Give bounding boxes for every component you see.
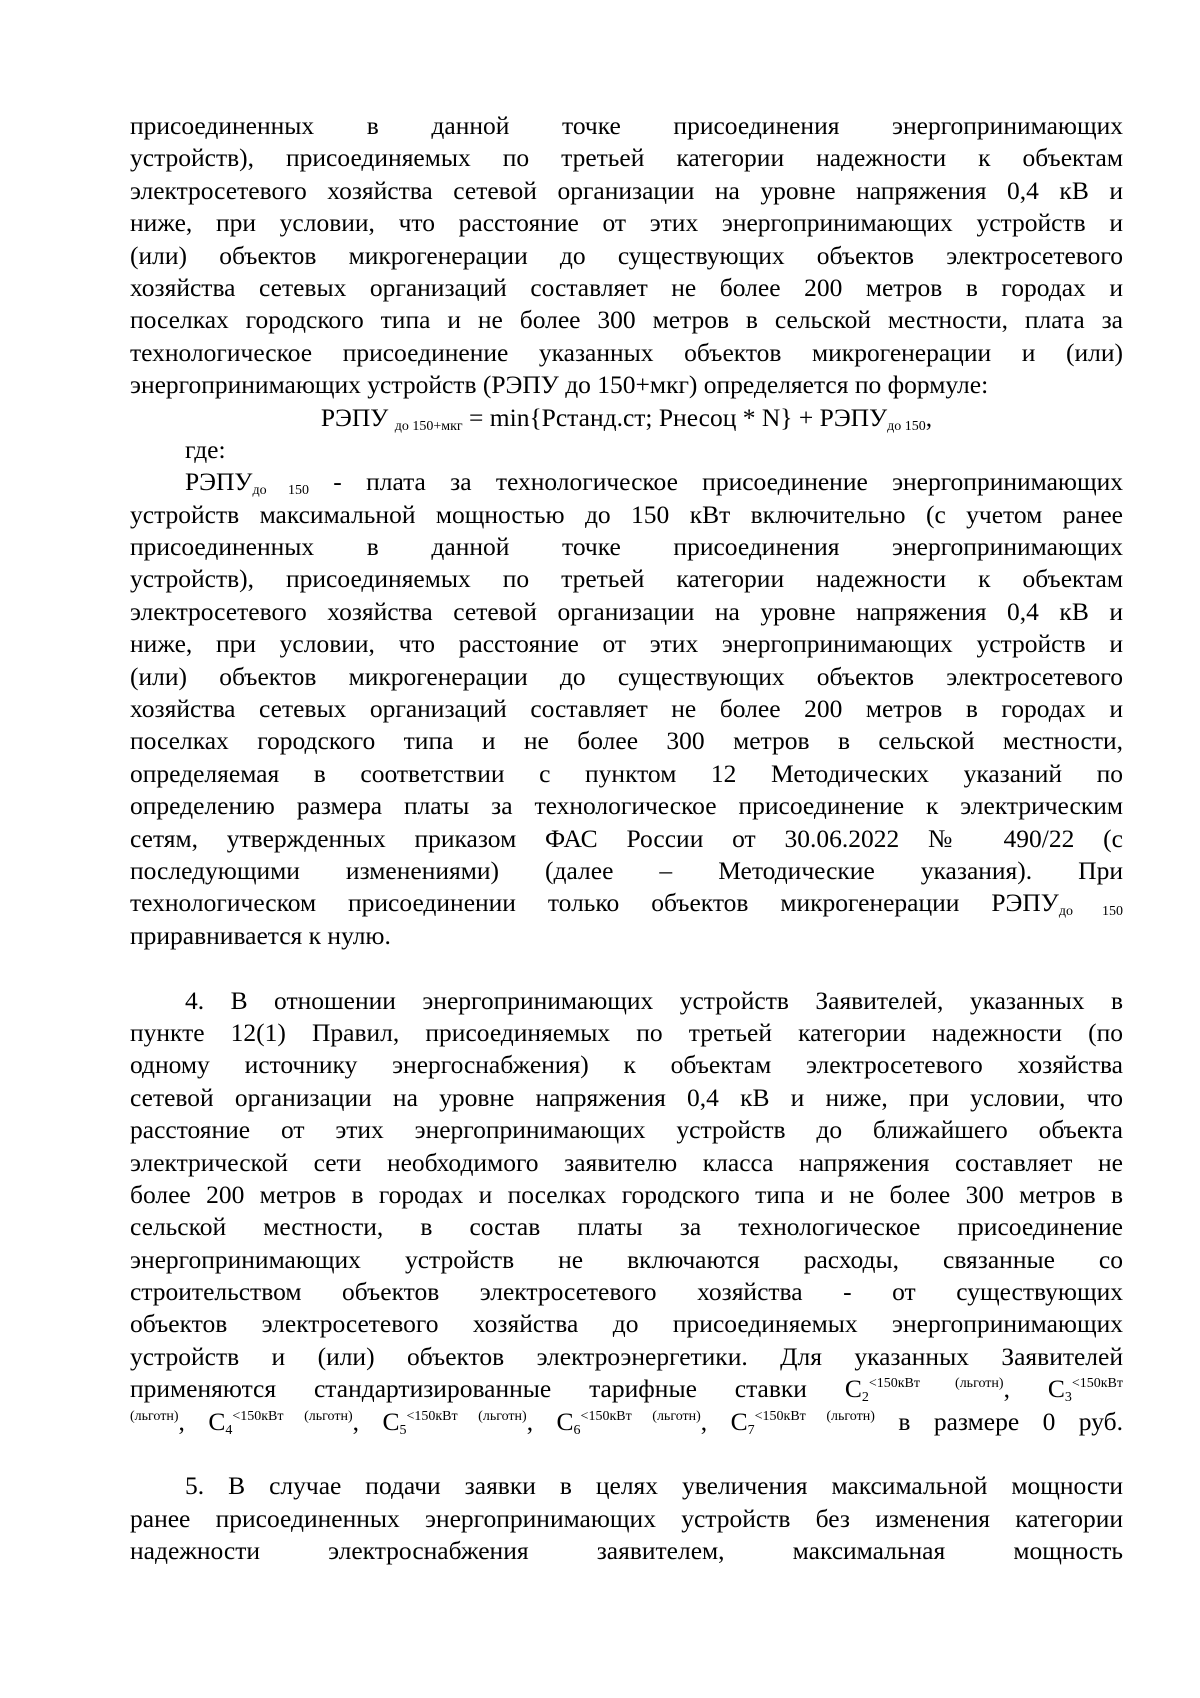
- text-run: , С: [178, 1406, 226, 1436]
- rate-c5-subscript: 5: [399, 1422, 407, 1438]
- text-line: устройств максимальной мощностью до 150 кВт включительно (с учетом ранее: [130, 499, 1123, 529]
- text-line: ниже, при условии, что расстояние от этих энергопринимающих устройств и: [130, 208, 1123, 238]
- rate-c3-subscript: 3: [1064, 1390, 1072, 1406]
- text-line: электросетевого хозяйства сетевой организации на уровне напряжения 0,4 кВ и: [130, 596, 1123, 626]
- text-line: расстояние от этих энергопринимающих устройств до ближайшего объекта: [130, 1115, 1123, 1145]
- tariff-rates-line: [130, 1373, 1123, 1405]
- paragraph-gap: [130, 952, 1123, 984]
- text-line: надежности электроснабжения заявителем, максимальная мощность: [130, 1536, 1123, 1566]
- text-run: применяются стандартизированные тарифные ставки С: [130, 1374, 862, 1404]
- text-line: сетевой организации на уровне напряжения 0,4 кВ и ниже, при условии, что: [130, 1082, 1123, 1112]
- text-line: электрической сети необходимого заявителю класса напряжения составляет не: [130, 1147, 1123, 1177]
- text-line: одному источнику энергоснабжения) к объектам электросетевого хозяйства: [130, 1050, 1123, 1080]
- formula-lhs-subscript: до 150+мкг: [394, 418, 463, 434]
- text-line: устройств), присоединяемых по третьей категории надежности к объектам: [130, 564, 1123, 594]
- definition-text: - плата за технологическое присоединение энергопринимающих: [309, 467, 1123, 497]
- rate-c2-subscript: 2: [861, 1390, 869, 1406]
- text-run: , С: [1003, 1374, 1065, 1404]
- text-run: , С: [700, 1406, 748, 1436]
- paragraph-gap: [130, 1438, 1123, 1470]
- text-line: электросетевого хозяйства сетевой организации на уровне напряжения 0,4 кВ и: [130, 175, 1123, 205]
- text-line: поселках городского типа и не более 300 метров в сельской местности, плата за: [130, 305, 1123, 335]
- rate-c3-superscript: <150кВт: [1071, 1376, 1123, 1392]
- rate-c6-superscript: <150кВт (льготн): [580, 1408, 701, 1424]
- text-line: поселках городского типа и не более 300 метров в сельской местности,: [130, 726, 1123, 756]
- rate-c4-subscript: 4: [225, 1422, 233, 1438]
- paragraph-4-first-line: 4. В отношении энергопринимающих устройств Заявителей, указанных в: [185, 985, 1123, 1015]
- text-line: (или) объектов микрогенерации до существующих объектов электросетевого: [130, 240, 1123, 270]
- text-run: , С: [352, 1406, 400, 1436]
- text-line: энергопринимающих устройств (РЭПУ до 150+мкг) определяется по формуле:: [130, 370, 989, 400]
- rate-c7-superscript: <150кВт (льготн): [754, 1408, 875, 1424]
- formula-middle: = min{Рстанд.ст; Рнесоц * N} + РЭПУ: [462, 402, 888, 432]
- rate-c5-superscript: <150кВт (льготн): [406, 1408, 527, 1424]
- rate-c2-superscript: <150кВт (льготн): [868, 1376, 1004, 1392]
- text-line: определению размера платы за технологическое присоединение к электрическим: [130, 791, 1123, 821]
- text-line: [130, 887, 1123, 919]
- text-run: в размере 0 руб.: [874, 1406, 1123, 1436]
- text-line: хозяйства сетевых организаций составляет не более 200 метров в городах и: [130, 272, 1123, 302]
- text-line: устройств), присоединяемых по третьей категории надежности к объектам: [130, 143, 1123, 173]
- text-line: сетям, утвержденных приказом ФАС России от 30.06.2022 № 490/22 (с: [130, 823, 1123, 853]
- rate-c6-subscript: 6: [573, 1422, 581, 1438]
- text-line: определяемая в соответствии с пунктом 12 Методических указаний по: [130, 758, 1123, 788]
- tariff-rates-line-2: [130, 1406, 1123, 1438]
- text-run: технологическом присоединении только объектов микрогенерации РЭПУ: [130, 888, 1059, 918]
- paragraph-5-first-line: 5. В случае подачи заявки в целях увеличения максимальной мощности: [185, 1471, 1123, 1501]
- text-line: устройств и (или) объектов электроэнергетики. Для указанных Заявителей: [130, 1341, 1123, 1371]
- text-line: ниже, при условии, что расстояние от этих энергопринимающих устройств и: [130, 629, 1123, 659]
- text-run: , С: [526, 1406, 574, 1436]
- rate-c7-subscript: 7: [747, 1422, 755, 1438]
- formula-end: ,: [925, 402, 933, 432]
- formula-rhs-subscript: до 150: [887, 418, 926, 434]
- definition-term-subscript: до 150: [1058, 904, 1123, 920]
- text-line: пункте 12(1) Правил, присоединяемых по третьей категории надежности (по: [130, 1017, 1123, 1047]
- text-line: сельской местности, в состав платы за технологическое присоединение: [130, 1212, 1123, 1242]
- text-line: объектов электросетевого хозяйства до присоединяемых энергопринимающих: [130, 1309, 1123, 1339]
- text-line: ранее присоединенных энергопринимающих устройств без изменения категории: [130, 1503, 1123, 1533]
- text-line: строительством объектов электросетевого хозяйства - от существующих: [130, 1277, 1123, 1307]
- definition-term-subscript: до 150: [252, 483, 310, 499]
- text-line: присоединенных в данной точке присоединения энергопринимающих: [130, 532, 1123, 562]
- text-line: присоединенных в данной точке присоединения энергопринимающих: [130, 111, 1123, 140]
- where-label: где:: [185, 434, 226, 464]
- formula: [130, 402, 1123, 434]
- rate-c4-superscript: <150кВт (льготн): [232, 1408, 353, 1424]
- text-line: (или) объектов микрогенерации до существующих объектов электросетевого: [130, 661, 1123, 691]
- formula-lhs: РЭПУ: [320, 402, 389, 432]
- text-line: энергопринимающих устройств не включаются расходы, связанные со: [130, 1244, 1123, 1274]
- text-line: последующими изменениями) (далее – Методические указания). При: [130, 855, 1123, 885]
- rate-c3-superscript-cont: (льготн): [130, 1408, 179, 1424]
- paragraph-continuation: [130, 110, 1123, 1568]
- definition-term: РЭПУ: [185, 467, 253, 497]
- text-line: более 200 метров в городах и поселках городского типа и не более 300 метров в: [130, 1179, 1123, 1209]
- text-line: технологическое присоединение указанных объектов микрогенерации и (или): [130, 337, 1123, 367]
- text-line: хозяйства сетевых организаций составляет не более 200 метров в городах и: [130, 694, 1123, 724]
- text-line: приравнивается к нулю.: [130, 920, 391, 950]
- definition-first-line: [130, 466, 1123, 498]
